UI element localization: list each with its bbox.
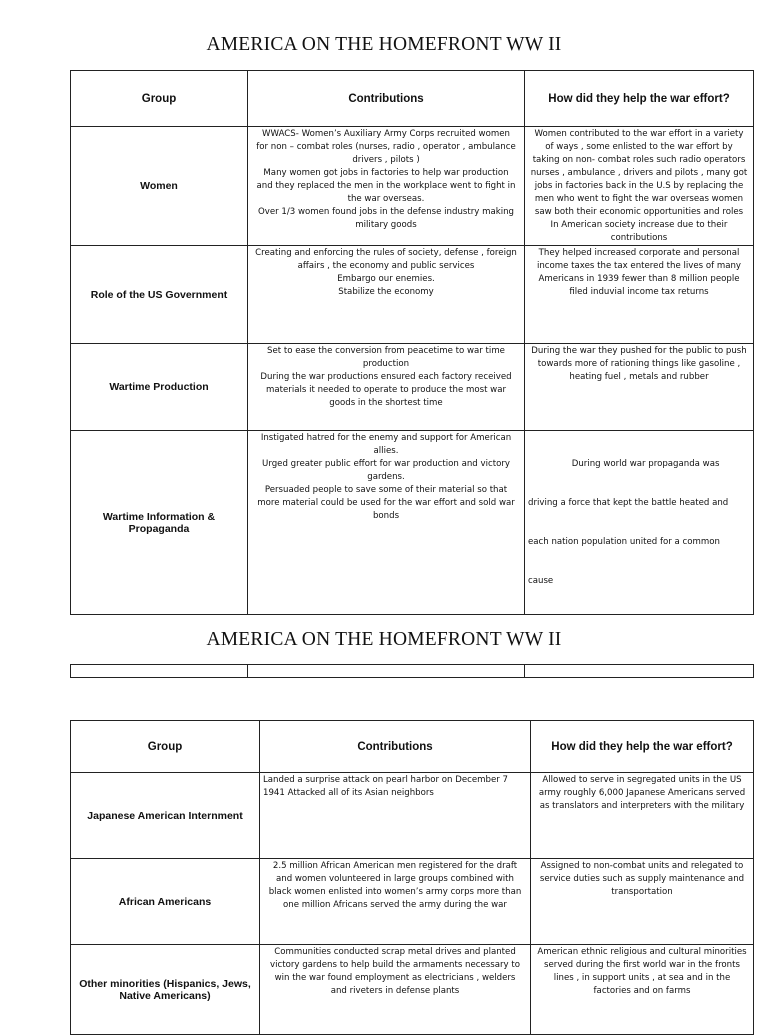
group-cell: Role of the US Government — [71, 246, 248, 344]
help-cell: American ethnic religious and cultural minorities served during the first world war in the fronts lines , in support units , at sea and in the factories and on farms — [531, 945, 754, 1035]
table-row — [71, 246, 754, 344]
help-cell: During the war they pushed for the public to push towards more of rationing things like gasoline , heating fuel , metals and rubber — [525, 344, 754, 431]
contributions-cell: WWACS- Women’s Auxiliary Army Corps recruited women for non – combat roles (nurses, radio , operator , ambulance drivers , pilots ) Many women got jobs in factories to help war production and they replaced the men in the workplace went to fight in the war overseas. Over 1/3 women found jobs in the defense industry making military goods — [248, 127, 525, 246]
empty-cell — [248, 665, 525, 678]
help-cell: During world war propaganda was driving a force that kept the battle heated and each nation population united for a common cause — [525, 431, 754, 615]
help-cell: Women contributed to the war effort in a variety of ways , some enlisted to the war effort by taking on non- combat roles such radio operators nurses , ambulance , drivers and pilots , many got jobs in factories back in the U.S by replacing the men who went to fight the war overseas women saw both their economic opportunities and roles In American society increase due to their contributions — [525, 127, 754, 246]
table-row — [71, 859, 754, 945]
table-row — [71, 773, 754, 859]
header-help: How did they help the war effort? — [525, 71, 754, 127]
table-row — [71, 431, 754, 615]
page-title: AMERICA ON THE HOMEFRONT WW II — [206, 34, 562, 55]
group-cell: Other minorities (Hispanics, Jews, Native Americans) — [71, 945, 260, 1035]
homefront-table-2 — [70, 720, 754, 1035]
contributions-cell: 2.5 million African American men registered for the draft and women volunteered in large groups combined with black women enlisted into women’s army corps more than one million Africans served the army during the war — [260, 859, 531, 945]
help-cell: Allowed to serve in segregated units in the US army roughly 6,000 Japanese Americans served as translators and interpreters with the military — [531, 773, 754, 859]
header-contributions: Contributions — [248, 71, 525, 127]
group-cell: Wartime Production — [71, 344, 248, 431]
homefront-table-1 — [70, 70, 754, 615]
help-cell: Assigned to non-combat units and relegated to service duties such as supply maintenance and transportation — [531, 859, 754, 945]
header-group: Group — [71, 71, 248, 127]
header-group: Group — [71, 721, 260, 773]
header-contributions: Contributions — [260, 721, 531, 773]
group-cell: Japanese American Internment — [71, 773, 260, 859]
group-cell: African Americans — [71, 859, 260, 945]
empty-table-strip — [70, 664, 754, 678]
contributions-cell: Creating and enforcing the rules of society, defense , foreign affairs , the economy and public services Embargo our enemies. Stabilize the economy — [248, 246, 525, 344]
group-cell: Women — [71, 127, 248, 246]
empty-cell — [71, 665, 248, 678]
header-help: How did they help the war effort? — [531, 721, 754, 773]
empty-cell — [525, 665, 754, 678]
table-row — [71, 945, 754, 1035]
contributions-cell: Set to ease the conversion from peacetime to war time production During the war productions ensured each factory received materials it needed to operate to produce the most war goods in the shortest time — [248, 344, 525, 431]
contributions-cell: Communities conducted scrap metal drives and planted victory gardens to help build the armaments necessary to win the war found employment as electricians , welders and riveters in defense plants — [260, 945, 531, 1035]
contributions-cell: Landed a surprise attack on pearl harbor on December 7 1941 Attacked all of its Asian neighbors — [260, 773, 531, 859]
page-title: AMERICA ON THE HOMEFRONT WW II — [206, 629, 562, 650]
help-cell: They helped increased corporate and personal income taxes the tax entered the lives of many Americans in 1939 fewer than 8 million people filed induvial income tax returns — [525, 246, 754, 344]
group-cell: Wartime Information & Propaganda — [71, 431, 248, 615]
contributions-cell: Instigated hatred for the enemy and support for American allies. Urged greater public effort for war production and victory gardens. Persuaded people to save some of their material so that more material could be used for the war effort and sold war bonds — [248, 431, 525, 615]
table-row — [71, 344, 754, 431]
table-row — [71, 127, 754, 246]
